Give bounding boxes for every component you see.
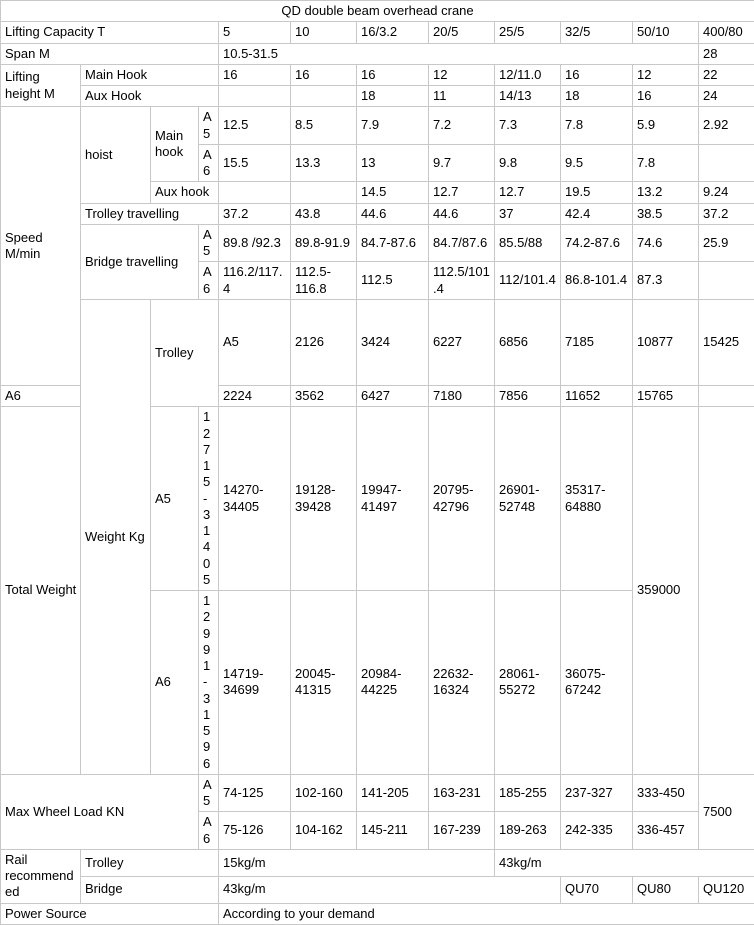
cell-wheel-merged-last: 7500: [699, 774, 754, 849]
cell-wheel-a5-3: 141-205: [357, 774, 429, 812]
code-main-a6: A6: [199, 144, 219, 182]
cell-hoist-aux-5: 12.7: [495, 182, 561, 203]
cell-wheel-a5-6: 237-327: [561, 774, 633, 812]
cell-total-a5-4: 19947-41497: [357, 407, 429, 591]
cell-wheel-a5-5: 185-255: [495, 774, 561, 812]
cell-rail-trolley-right: 43kg/m: [495, 849, 754, 876]
cell-weight-trolley-a6-7: 15765: [633, 386, 699, 407]
cell-wheel-a5-4: 163-231: [429, 774, 495, 812]
cell-hoist-main-a5-5: 7.3: [495, 107, 561, 145]
cell-lifting-capacity-2: 10: [291, 22, 357, 43]
cell-lh-main-7: 12: [633, 64, 699, 85]
cell-trolley-trav-2: 43.8: [291, 203, 357, 224]
label-total-weight: Total Weight: [1, 407, 151, 775]
cell-bridge-a5-1: 89.8 /92.3: [219, 224, 291, 262]
cell-weight-trolley-a6-1: 2224: [219, 386, 291, 407]
cell-trolley-trav-5: 37: [495, 203, 561, 224]
cell-bridge-a6-7: 87.3: [633, 262, 699, 300]
label-power-source: Power Source: [1, 903, 219, 924]
cell-lh-main-1: 16: [219, 64, 291, 85]
cell-rail-bridge-qu120: QU120: [699, 876, 754, 903]
cell-weight-trolley-a6-6: 11652: [561, 386, 633, 407]
row-max-wheel-load-a5: [1, 774, 754, 812]
cell-weight-trolley-a6-3: 6427: [357, 386, 429, 407]
cell-weight-trolley-a5-1: 2126: [291, 299, 357, 385]
label-aux-hook: Aux Hook: [81, 86, 219, 107]
cell-lh-aux-7: 16: [633, 86, 699, 107]
label-bridge-travelling: Bridge travelling: [81, 224, 199, 299]
row-speed-bridge-a5: [1, 224, 754, 262]
cell-bridge-a6-6: 86.8-101.4: [561, 262, 633, 300]
cell-total-a6-1: 12991-31596: [199, 591, 219, 775]
cell-weight-trolley-a6-5: 7856: [495, 386, 561, 407]
label-speed: Speed M/min: [1, 107, 81, 386]
label-main-hook: Main Hook: [81, 64, 219, 85]
cell-bridge-a6-5: 112/101.4: [495, 262, 561, 300]
cell-weight-trolley-a5-3: 6227: [429, 299, 495, 385]
cell-lifting-capacity-5: 25/5: [495, 22, 561, 43]
cell-hoist-main-a5-4: 7.2: [429, 107, 495, 145]
code-total-a6: A6: [151, 591, 199, 775]
cell-lh-aux-6: 18: [561, 86, 633, 107]
label-lifting-capacity: Lifting Capacity T: [1, 22, 219, 43]
cell-weight-trolley-a5-7: 15425: [699, 299, 754, 385]
row-speed-trolley-travelling: [1, 203, 754, 224]
cell-trolley-trav-8: 37.2: [699, 203, 754, 224]
label-max-wheel-load: Max Wheel Load KN: [1, 774, 199, 849]
cell-bridge-a6-2: 112.5-116.8: [291, 262, 357, 300]
cell-lifting-capacity-8: 400/80: [699, 22, 754, 43]
cell-power-source-value: According to your demand: [219, 903, 754, 924]
cell-rail-trolley-left: 15kg/m: [219, 849, 495, 876]
cell-hoist-main-a5-3: 7.9: [357, 107, 429, 145]
cell-lh-main-3: 16: [357, 64, 429, 85]
cell-weight-trolley-a6-8: [699, 386, 754, 407]
label-rail-bridge: Bridge: [81, 876, 219, 903]
cell-total-a6-3: 20045-41315: [291, 591, 357, 775]
cell-bridge-a6-4: 112.5/101.4: [429, 262, 495, 300]
row-lifting-height-main-hook: [1, 64, 754, 85]
cell-bridge-a5-7: 74.6: [633, 224, 699, 262]
cell-bridge-a5-2: 89.8-91.9: [291, 224, 357, 262]
cell-hoist-main-a6-1: 15.5: [219, 144, 291, 182]
cell-hoist-main-a5-1: 12.5: [219, 107, 291, 145]
cell-lifting-capacity-6: 32/5: [561, 22, 633, 43]
cell-lifting-capacity-3: 16/3.2: [357, 22, 429, 43]
cell-span-last: 28: [699, 43, 754, 64]
code-main-a5: A5: [199, 107, 219, 145]
label-trolley-travelling: Trolley travelling: [81, 203, 219, 224]
cell-wheel-a5-1: 74-125: [219, 774, 291, 812]
cell-total-a5-5: 20795-42796: [429, 407, 495, 591]
cell-hoist-aux-7: 13.2: [633, 182, 699, 203]
cell-hoist-aux-3: 14.5: [357, 182, 429, 203]
row-weight-total-a5: [1, 407, 754, 591]
cell-bridge-a5-4: 84.7/87.6: [429, 224, 495, 262]
row-lifting-height-aux-hook: [1, 86, 754, 107]
cell-hoist-main-a6-8: [699, 144, 754, 182]
cell-wheel-a6-4: 167-239: [429, 812, 495, 850]
cell-bridge-a5-8: 25.9: [699, 224, 754, 262]
cell-bridge-a6-3: 112.5: [357, 262, 429, 300]
cell-total-merged-last: 359000: [633, 407, 699, 775]
cell-hoist-main-a6-2: 13.3: [291, 144, 357, 182]
row-rail-bridge: [1, 876, 754, 903]
cell-hoist-main-a6-6: 9.5: [561, 144, 633, 182]
cell-lh-aux-8: 24: [699, 86, 754, 107]
code-weight-trolley-a5: A5: [219, 299, 291, 385]
cell-lifting-capacity-1: 5: [219, 22, 291, 43]
cell-lh-aux-1: [219, 86, 291, 107]
cell-bridge-a6-8: [699, 262, 754, 300]
label-lifting-height: Lifting height M: [1, 64, 81, 107]
label-hoist: hoist: [81, 107, 151, 203]
cell-weight-trolley-a5-4: 6856: [495, 299, 561, 385]
cell-span-value: 10.5-31.5: [219, 43, 699, 64]
cell-lifting-capacity-4: 20/5: [429, 22, 495, 43]
code-weight-trolley-a6: A6: [1, 386, 81, 407]
cell-total-a5-3: 19128-39428: [291, 407, 357, 591]
cell-trolley-trav-7: 38.5: [633, 203, 699, 224]
cell-weight-trolley-a5-5: 7185: [561, 299, 633, 385]
row-weight-trolley-a5: [1, 299, 754, 385]
cell-lh-main-2: 16: [291, 64, 357, 85]
cell-lh-aux-2: [291, 86, 357, 107]
cell-total-a6-7: 36075-67242: [561, 591, 633, 775]
cell-hoist-aux-4: 12.7: [429, 182, 495, 203]
label-hoist-main-hook: Main hook: [151, 107, 199, 182]
cell-bridge-a5-5: 85.5/88: [495, 224, 561, 262]
cell-hoist-aux-2: [291, 182, 357, 203]
cell-bridge-a6-1: 116.2/117.4: [219, 262, 291, 300]
code-bridge-a6: A6: [199, 262, 219, 300]
cell-total-a6-4: 20984-44225: [357, 591, 429, 775]
cell-total-a6-2: 14719-34699: [219, 591, 291, 775]
cell-wheel-a6-2: 104-162: [291, 812, 357, 850]
cell-total-a6-6: 28061-55272: [495, 591, 561, 775]
row-lifting-capacity: [1, 22, 754, 43]
cell-hoist-main-a6-4: 9.7: [429, 144, 495, 182]
code-bridge-a5: A5: [199, 224, 219, 262]
cell-rail-bridge-left: 43kg/m: [219, 876, 561, 903]
cell-hoist-main-a6-5: 9.8: [495, 144, 561, 182]
cell-bridge-a5-3: 84.7-87.6: [357, 224, 429, 262]
cell-lh-aux-5: 14/13: [495, 86, 561, 107]
cell-hoist-aux-8: 9.24: [699, 182, 754, 203]
cell-weight-trolley-a6-4: 7180: [429, 386, 495, 407]
code-wheel-a5: A5: [199, 774, 219, 812]
row-power-source: [1, 903, 754, 924]
cell-hoist-aux-1: [219, 182, 291, 203]
cell-lh-main-6: 16: [561, 64, 633, 85]
cell-hoist-main-a6-7: 7.8: [633, 144, 699, 182]
cell-wheel-a6-6: 242-335: [561, 812, 633, 850]
cell-wheel-a6-1: 75-126: [219, 812, 291, 850]
cell-wheel-a6-7: 336-457: [633, 812, 699, 850]
cell-lh-aux-4: 11: [429, 86, 495, 107]
label-span: Span M: [1, 43, 219, 64]
cell-weight-trolley-a5-6: 10877: [633, 299, 699, 385]
row-span: [1, 43, 754, 64]
cell-lh-aux-3: 18: [357, 86, 429, 107]
cell-trolley-trav-6: 42.4: [561, 203, 633, 224]
cell-hoist-main-a5-8: 2.92: [699, 107, 754, 145]
cell-hoist-main-a5-2: 8.5: [291, 107, 357, 145]
cell-total-a5-2: 14270-34405: [219, 407, 291, 591]
cell-trolley-trav-1: 37.2: [219, 203, 291, 224]
cell-weight-trolley-a6-2: 3562: [291, 386, 357, 407]
cell-wheel-a5-2: 102-160: [291, 774, 357, 812]
cell-wheel-a6-5: 189-263: [495, 812, 561, 850]
cell-lh-main-8: 22: [699, 64, 754, 85]
cell-hoist-main-a6-3: 13: [357, 144, 429, 182]
title-row: [1, 1, 754, 22]
cell-hoist-aux-6: 19.5: [561, 182, 633, 203]
cell-wheel-a6-3: 145-211: [357, 812, 429, 850]
label-weight-trolley: Trolley: [151, 299, 219, 407]
cell-lh-main-5: 12/11.0: [495, 64, 561, 85]
cell-hoist-main-a5-7: 5.9: [633, 107, 699, 145]
cell-trolley-trav-4: 44.6: [429, 203, 495, 224]
cell-total-a5-7: 35317-64880: [561, 407, 633, 591]
cell-rail-bridge-qu70: QU70: [561, 876, 633, 903]
cell-hoist-main-a5-6: 7.8: [561, 107, 633, 145]
code-total-a5: A5: [151, 407, 199, 591]
row-rail-trolley: [1, 849, 754, 876]
cell-lh-main-4: 12: [429, 64, 495, 85]
label-hoist-aux-hook: Aux hook: [151, 182, 219, 203]
cell-trolley-trav-3: 44.6: [357, 203, 429, 224]
cell-bridge-a5-6: 74.2-87.6: [561, 224, 633, 262]
label-rail-recommended: Rail recommended: [1, 849, 81, 903]
code-wheel-a6: A6: [199, 812, 219, 850]
row-speed-hoist-main-a5: [1, 107, 754, 145]
label-weight: Weight Kg: [81, 299, 151, 774]
cell-total-a6-5: 22632-16324: [429, 591, 495, 775]
cell-wheel-a5-7: 333-450: [633, 774, 699, 812]
cell-total-a5-6: 26901-52748: [495, 407, 561, 591]
label-rail-trolley: Trolley: [81, 849, 219, 876]
cell-rail-bridge-qu80: QU80: [633, 876, 699, 903]
cell-total-a5-1: 12715-31405: [199, 407, 219, 591]
cell-lifting-capacity-7: 50/10: [633, 22, 699, 43]
page-title: QD double beam overhead crane: [1, 1, 754, 22]
cell-weight-trolley-a5-2: 3424: [357, 299, 429, 385]
